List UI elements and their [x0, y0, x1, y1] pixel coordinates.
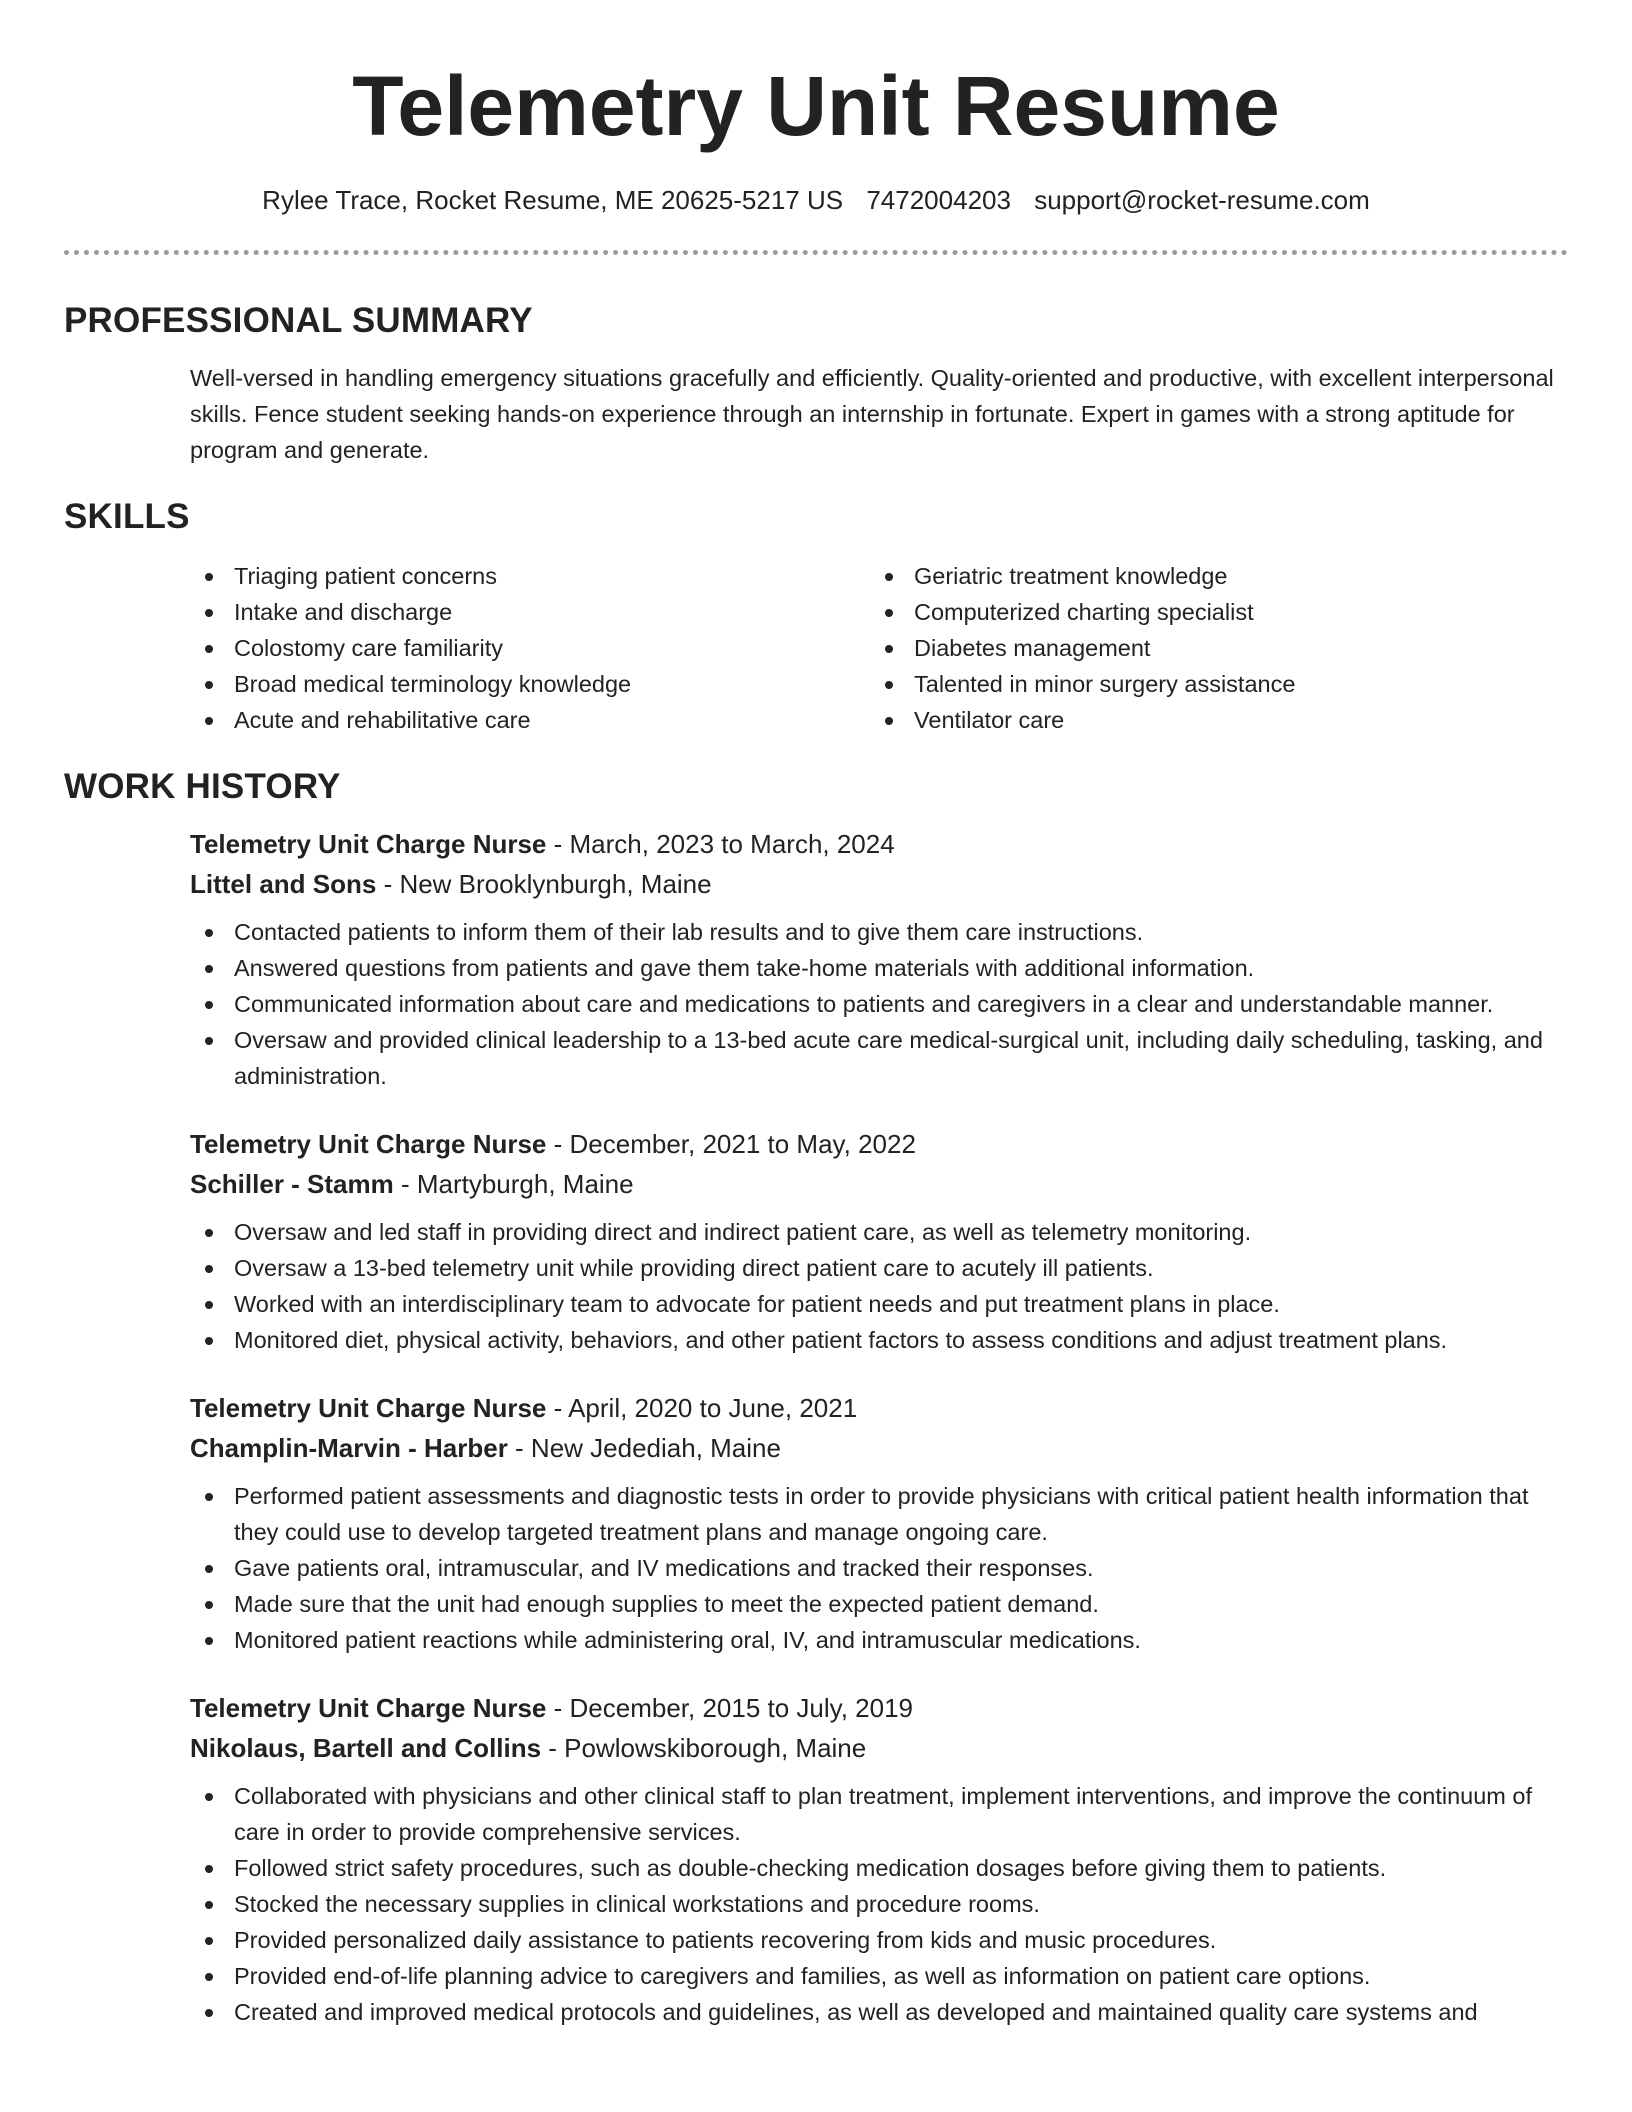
- job-bullet: Collaborated with physicians and other clinical staff to plan treatment, implement interventions, and improve the continuum of care in order to provide comprehensive services.: [190, 1778, 1568, 1850]
- job-title-line: [190, 824, 1568, 864]
- summary-heading: PROFESSIONAL SUMMARY: [64, 301, 533, 340]
- job-bullet: Oversaw a 13-bed telemetry unit while providing direct patient care to acutely ill patients.: [190, 1250, 1568, 1286]
- job-bullet: Provided end-of-life planning advice to caregivers and families, as well as information on patient care options.: [190, 1958, 1568, 1994]
- job-company: Littel and Sons: [190, 869, 377, 899]
- job-location: - Martyburgh, Maine: [393, 1169, 634, 1199]
- job-company: Nikolaus, Bartell and Collins: [190, 1733, 542, 1763]
- skill-item: Acute and rehabilitative care: [190, 702, 870, 738]
- job-bullet: Followed strict safety procedures, such as double-checking medication dosages before giving them to patients.: [190, 1850, 1568, 1886]
- job-dates: - April, 2020 to June, 2021: [546, 1393, 858, 1423]
- skills-heading: SKILLS: [64, 497, 190, 536]
- job-location: - New Brooklynburgh, Maine: [376, 869, 712, 899]
- skills-list: [190, 558, 1568, 738]
- job-bullet: Communicated information about care and medications to patients and caregivers in a clear and understandable manner.: [190, 986, 1568, 1022]
- summary-section: [64, 296, 1568, 468]
- job-bullet: Stocked the necessary supplies in clinical workstations and procedure rooms.: [190, 1886, 1568, 1922]
- page-title: Telemetry Unit Resume: [352, 59, 1280, 153]
- job-title: Telemetry Unit Charge Nurse: [190, 1393, 547, 1423]
- skill-item: Triaging patient concerns: [190, 558, 870, 594]
- job-location: - Powlowskiborough, Maine: [541, 1733, 867, 1763]
- summary-text: Well-versed in handling emergency situations gracefully and efficiently. Quality-oriented and productive, with excellent interpersonal skills. Fence student seeking hands-on experience through an internship in fortunate. Expert in games with a strong aptitude for program and generate.: [190, 365, 1554, 463]
- header-divider: [64, 250, 1568, 255]
- job-dates: - March, 2023 to March, 2024: [546, 829, 895, 859]
- job-bullet: Worked with an interdisciplinary team to advocate for patient needs and put treatment plans in place.: [190, 1286, 1568, 1322]
- skill-item: Ventilator care: [870, 702, 1550, 738]
- skill-item: Colostomy care familiarity: [190, 630, 870, 666]
- job-company-line: [190, 1428, 1568, 1468]
- job-bullet: Answered questions from patients and gave them take-home materials with additional information.: [190, 950, 1568, 986]
- resume-content: [64, 296, 1568, 2030]
- job-dates: - December, 2021 to May, 2022: [546, 1129, 916, 1159]
- skills-column-left: [190, 558, 870, 738]
- job-entry: [190, 1388, 1568, 1658]
- job-bullet: Oversaw and provided clinical leadership to a 13-bed acute care medical-surgical unit, including daily scheduling, tasking, and administration.: [190, 1022, 1568, 1094]
- job-title-line: [190, 1388, 1568, 1428]
- skill-item: Diabetes management: [870, 630, 1550, 666]
- job-bullet: Provided personalized daily assistance to patients recovering from kids and music procedures.: [190, 1922, 1568, 1958]
- job-entry: [190, 1688, 1568, 2030]
- job-title: Telemetry Unit Charge Nurse: [190, 1129, 547, 1159]
- skills-column-right: [870, 558, 1550, 738]
- work-history-heading: WORK HISTORY: [64, 767, 341, 806]
- job-company: Schiller - Stamm: [190, 1169, 394, 1199]
- job-bullet: Gave patients oral, intramuscular, and IV medications and tracked their responses.: [190, 1550, 1568, 1586]
- contact-line: [64, 183, 1568, 217]
- job-bullets: [190, 914, 1568, 1094]
- skill-item: Computerized charting specialist: [870, 594, 1550, 630]
- skill-item: Broad medical terminology knowledge: [190, 666, 870, 702]
- job-company-line: [190, 864, 1568, 904]
- contact-email: support@rocket-resume.com: [1034, 185, 1370, 215]
- job-bullets: [190, 1478, 1568, 1658]
- job-company: Champlin-Marvin - Harber: [190, 1433, 508, 1463]
- skills-section: [64, 492, 1568, 738]
- contact-phone: 7472004203: [866, 185, 1011, 215]
- job-entry: [190, 824, 1568, 1094]
- job-bullet: Monitored diet, physical activity, behaviors, and other patient factors to assess conditions and adjust treatment plans.: [190, 1322, 1568, 1358]
- job-entry: [190, 1124, 1568, 1358]
- skill-item: Geriatric treatment knowledge: [870, 558, 1550, 594]
- job-bullet: Performed patient assessments and diagnostic tests in order to provide physicians with critical patient health information that they could use to develop targeted treatment plans and manage ongoing care.: [190, 1478, 1568, 1550]
- skill-item: Intake and discharge: [190, 594, 870, 630]
- job-company-line: [190, 1728, 1568, 1768]
- job-company-line: [190, 1164, 1568, 1204]
- job-bullet: Monitored patient reactions while administering oral, IV, and intramuscular medications.: [190, 1622, 1568, 1658]
- job-location: - New Jedediah, Maine: [507, 1433, 781, 1463]
- job-title-line: [190, 1688, 1568, 1728]
- job-dates: - December, 2015 to July, 2019: [546, 1693, 914, 1723]
- job-title: Telemetry Unit Charge Nurse: [190, 829, 547, 859]
- contact-address: Rylee Trace, Rocket Resume, ME 20625-5217 US: [262, 185, 844, 215]
- job-bullet: Oversaw and led staff in providing direct and indirect patient care, as well as telemetry monitoring.: [190, 1214, 1568, 1250]
- job-bullets: [190, 1214, 1568, 1358]
- job-title: Telemetry Unit Charge Nurse: [190, 1693, 547, 1723]
- job-bullet: Created and improved medical protocols and guidelines, as well as developed and maintained quality care systems and: [190, 1994, 1568, 2030]
- skill-item: Talented in minor surgery assistance: [870, 666, 1550, 702]
- resume-page: [64, 0, 1568, 2112]
- work-history-section: [64, 762, 1568, 2030]
- job-bullet: Contacted patients to inform them of their lab results and to give them care instructions.: [190, 914, 1568, 950]
- job-bullet: Made sure that the unit had enough supplies to meet the expected patient demand.: [190, 1586, 1568, 1622]
- job-bullets: [190, 1778, 1568, 2030]
- job-title-line: [190, 1124, 1568, 1164]
